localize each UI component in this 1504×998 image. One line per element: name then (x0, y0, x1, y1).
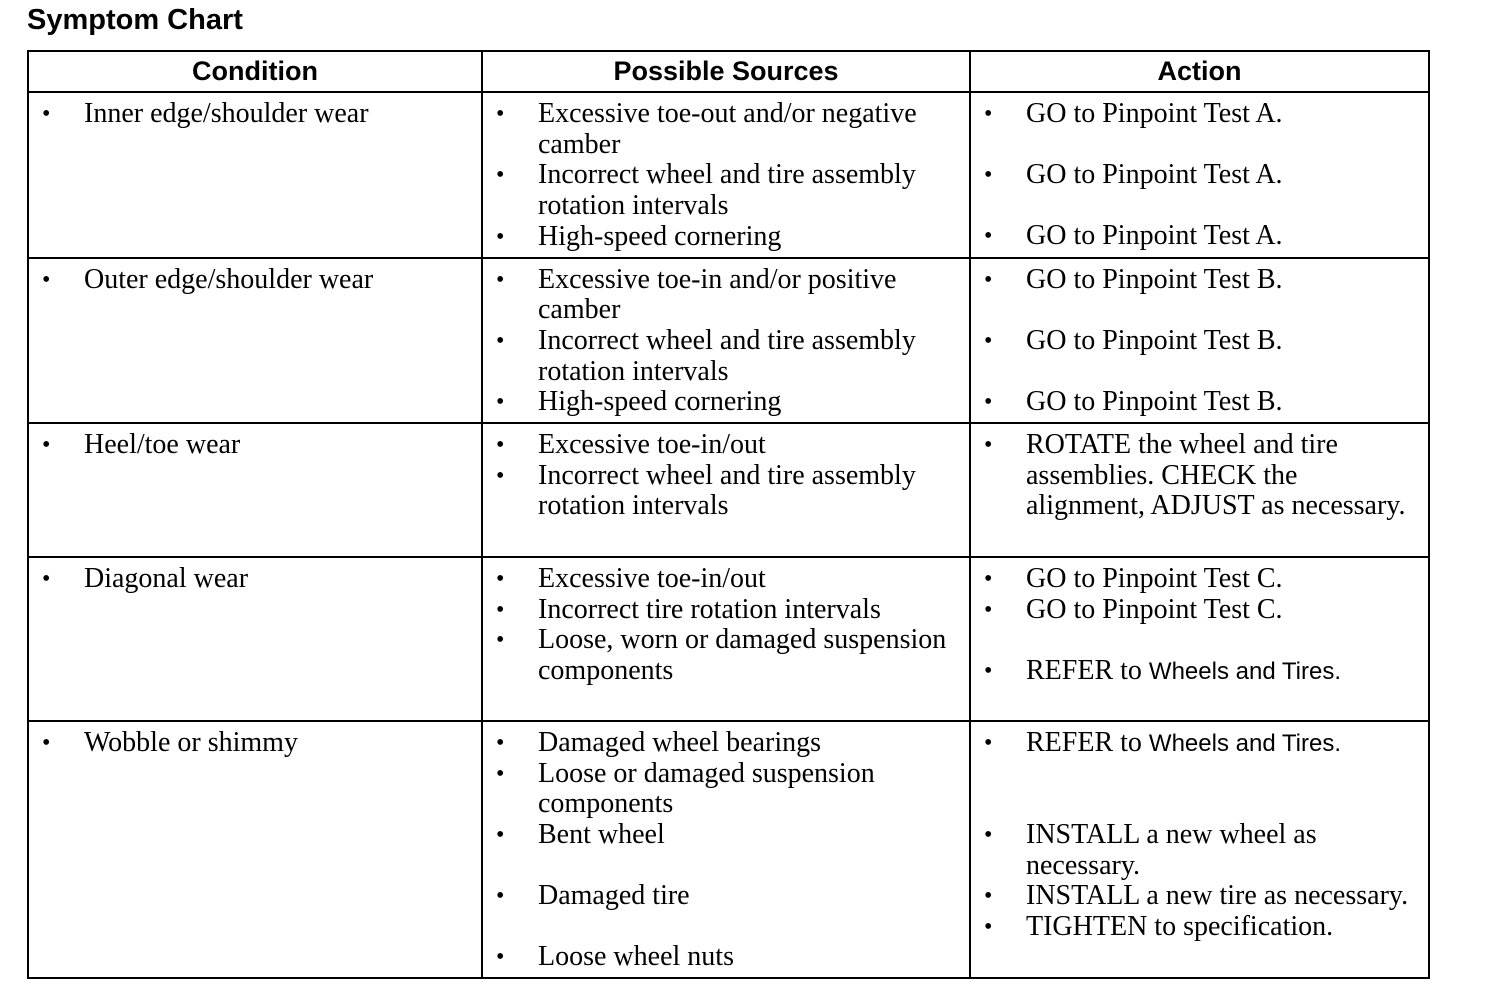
action-item: • GO to Pinpoint Test B. (971, 265, 1428, 326)
action-cell (970, 92, 1429, 258)
sources-cell (482, 557, 970, 721)
condition-item: • Inner edge/shoulder wear (29, 99, 481, 130)
action-item: • GO to Pinpoint Test A. (971, 221, 1428, 252)
sources-cell (482, 721, 970, 978)
header-row (28, 51, 1429, 92)
condition-item: • Outer edge/shoulder wear (29, 265, 481, 296)
source-item: • Damaged tire (483, 881, 969, 942)
action-cell (970, 557, 1429, 721)
table-row (28, 557, 1429, 721)
table-row (28, 92, 1429, 258)
condition-cell (28, 258, 482, 424)
action-item: • INSTALL a new tire as necessary. (971, 881, 1428, 912)
source-item: • High-speed cornering (483, 387, 969, 418)
action-item: • GO to Pinpoint Test A. (971, 99, 1428, 160)
action-item: • ROTATE the wheel and tire assemblies. CHECK the alignment, ADJUST as necessary. (971, 430, 1428, 522)
action-item (971, 656, 1428, 688)
action-item: • TIGHTEN to specification. (971, 912, 1428, 943)
condition-item: • Heel/toe wear (29, 430, 481, 461)
header-action: Action (970, 51, 1429, 92)
source-item: • High-speed cornering (483, 222, 969, 253)
source-item: • Excessive toe-in/out (483, 564, 969, 595)
source-item: • Incorrect wheel and tire assembly rotation intervals (483, 326, 969, 387)
source-item: • Loose, worn or damaged suspension components (483, 625, 969, 686)
action-item: • GO to Pinpoint Test B. (971, 326, 1428, 387)
action-cell (970, 721, 1429, 978)
symptom-table (27, 50, 1430, 979)
source-item: • Excessive toe-out and/or negative camber (483, 99, 969, 160)
condition-cell (28, 721, 482, 978)
source-item: • Incorrect wheel and tire assembly rotation intervals (483, 160, 969, 221)
source-item: • Bent wheel (483, 820, 969, 881)
action-item: • GO to Pinpoint Test B. (971, 387, 1428, 418)
source-item: • Excessive toe-in and/or positive camber (483, 265, 969, 326)
sources-cell (482, 92, 970, 258)
condition-cell (28, 92, 482, 258)
table-row (28, 258, 1429, 424)
action-cell (970, 258, 1429, 424)
sources-cell (482, 423, 970, 557)
source-item: • Incorrect tire rotation intervals (483, 595, 969, 626)
wheels-and-tires-reference: Wheels and Tires. (1148, 657, 1342, 685)
condition-item: • Wobble or shimmy (29, 728, 481, 759)
chart-title: Symptom Chart (27, 4, 243, 36)
sources-cell (482, 258, 970, 424)
source-item: • Loose or damaged suspension components (483, 759, 969, 820)
action-cell (970, 423, 1429, 557)
action-item: • GO to Pinpoint Test C. (971, 595, 1428, 656)
condition-cell (28, 557, 482, 721)
wheels-and-tires-reference: Wheels and Tires. (1148, 730, 1342, 758)
action-text: REFER to (1026, 727, 1142, 759)
condition-item: • Diagonal wear (29, 564, 481, 595)
condition-cell (28, 423, 482, 557)
action-item: • GO to Pinpoint Test A. (971, 160, 1428, 221)
header-possible-sources: Possible Sources (482, 51, 970, 92)
source-item: • Damaged wheel bearings (483, 728, 969, 759)
table-row (28, 423, 1429, 557)
table-row (28, 721, 1429, 978)
action-text: REFER to (1026, 654, 1142, 686)
header-condition: Condition (28, 51, 482, 92)
source-item: • Incorrect wheel and tire assembly rotation intervals (483, 461, 969, 522)
action-item: • INSTALL a new wheel as necessary. (971, 820, 1428, 881)
action-item (971, 728, 1428, 820)
source-item: • Loose wheel nuts (483, 942, 969, 973)
action-item: • GO to Pinpoint Test C. (971, 564, 1428, 595)
source-item: • Excessive toe-in/out (483, 430, 969, 461)
